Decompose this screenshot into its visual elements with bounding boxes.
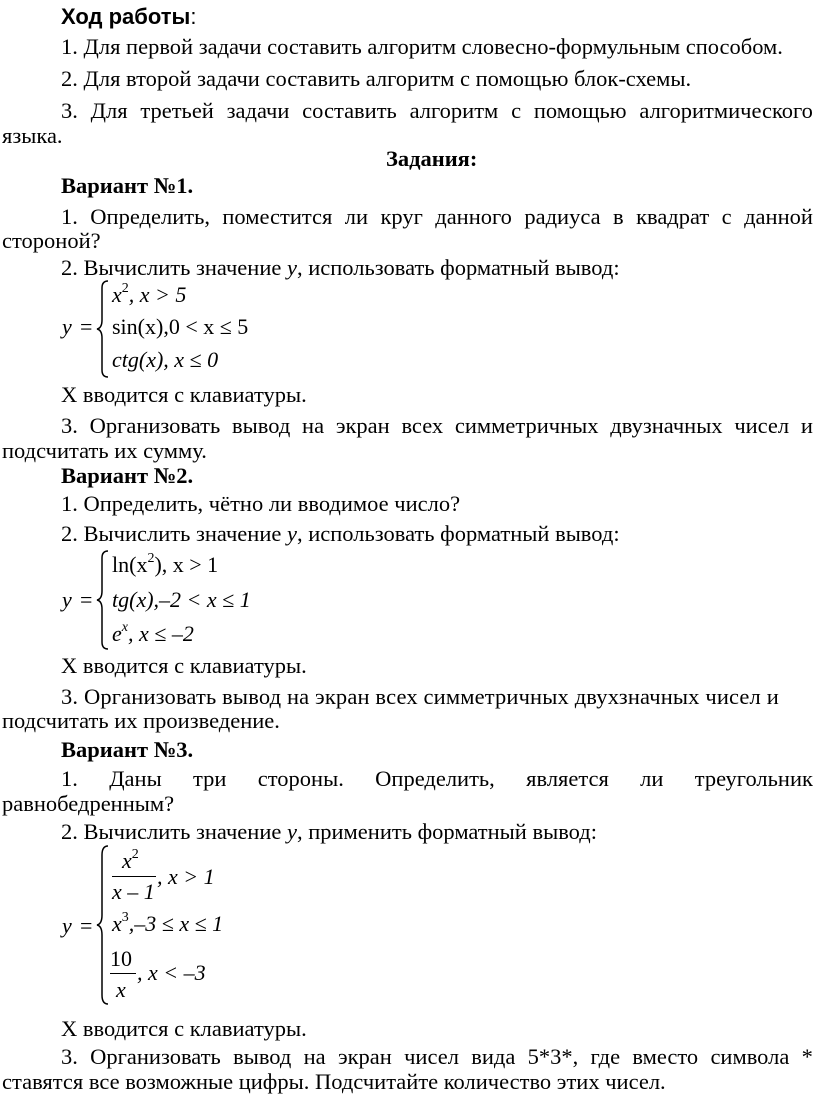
word: вместо xyxy=(632,1044,699,1069)
word: третьей xyxy=(140,98,214,123)
variant-2-task-1: 1. Определить, чётно ли вводимое число? xyxy=(61,491,461,516)
word: Даны xyxy=(109,766,162,791)
task-variable: y xyxy=(286,819,297,844)
formula-y: y xyxy=(62,587,72,612)
case-exp: 2 xyxy=(121,281,129,296)
word: 1. xyxy=(61,204,78,229)
variant-2-input-note: Х вводится с клавиатуры. xyxy=(61,653,307,678)
work-heading xyxy=(61,3,196,31)
case-1-fraction-bar xyxy=(112,876,156,877)
word: составить xyxy=(302,98,397,123)
variant-2-title: Вариант №2. xyxy=(61,463,194,488)
case-3-condition: , x < –3 xyxy=(137,960,206,985)
case-exp: 2 xyxy=(147,551,155,566)
word: * xyxy=(801,1044,813,1069)
word: квадрат xyxy=(636,204,710,229)
case-cond: ,–3 ≤ x ≤ 1 xyxy=(128,911,224,936)
word: данной xyxy=(744,204,813,229)
variant-1-task-3-tail: подсчитать их сумму. xyxy=(2,438,207,463)
word: на xyxy=(302,413,325,438)
case-base: x xyxy=(112,911,122,936)
word: круг xyxy=(380,204,423,229)
word: Определить, xyxy=(90,204,210,229)
task-variable: y xyxy=(286,255,297,280)
variant-2-task-2 xyxy=(61,520,620,548)
formula-equals: = xyxy=(80,587,93,612)
case-post: ), x > 1 xyxy=(154,552,219,577)
task-text: 2. Вычислить значение xyxy=(61,521,287,546)
case-pre: ln(x xyxy=(112,552,148,577)
word: экран xyxy=(337,1044,392,1069)
task-text: 2. Вычислить значение xyxy=(61,819,287,844)
word: три xyxy=(193,766,227,791)
variant-1-task-3 xyxy=(61,412,813,440)
variant-2-task-3-tail: подсчитать их произведение. xyxy=(2,708,280,733)
case-3-denominator: x xyxy=(116,977,126,1002)
word: в xyxy=(613,204,624,229)
word: 1. xyxy=(61,766,78,791)
case-base: x xyxy=(112,282,122,307)
case-exp: x xyxy=(121,620,128,635)
case-cond: , x > 5 xyxy=(128,282,187,307)
formula-case-2: sin(x),0 < x ≤ 5 xyxy=(112,314,249,339)
word: экран xyxy=(335,413,390,438)
work-step-2: 2. Для второй задачи составить алгоритм с помощью блок-схемы. xyxy=(61,66,692,91)
word: на xyxy=(303,1044,326,1069)
formula-equals: = xyxy=(80,913,93,938)
variant-2-task-3: 3. Организовать вывод на экран всех симметричных двухзначных чисел и xyxy=(61,684,779,709)
word: с xyxy=(511,98,522,123)
word: 5*3*, xyxy=(527,1044,579,1069)
formula-case-2 xyxy=(112,911,223,941)
word: Организовать xyxy=(89,413,221,438)
tasks-heading: Задания: xyxy=(386,146,478,171)
word: радиуса xyxy=(524,204,601,229)
case-3-numerator: 10 xyxy=(110,946,132,971)
word: с xyxy=(721,204,732,229)
word: вывод xyxy=(232,413,291,438)
task-text: 2. Вычислить значение xyxy=(61,255,287,280)
case-1-condition: , x > 1 xyxy=(157,864,215,889)
numerator-exp: 2 xyxy=(131,847,139,862)
formula-case-3 xyxy=(112,621,194,651)
variant-3-task-3 xyxy=(61,1043,813,1071)
word: задачи xyxy=(226,98,290,123)
work-step-3-tail: языка. xyxy=(2,123,63,148)
word: ли xyxy=(344,204,369,229)
word: всех xyxy=(401,413,444,438)
case-3-fraction-bar xyxy=(110,973,136,974)
formula-equals: = xyxy=(80,314,93,339)
word: вида xyxy=(471,1044,516,1069)
case-cond: , x ≤ –2 xyxy=(127,621,194,646)
word: ли xyxy=(640,766,664,791)
variant-1-input-note: Х вводится с клавиатуры. xyxy=(61,382,307,407)
work-heading-text: Ход работы xyxy=(61,4,191,29)
word: где xyxy=(590,1044,621,1069)
formula-brace xyxy=(96,550,110,650)
task-variable: y xyxy=(286,521,297,546)
variant-3-title: Вариант №3. xyxy=(61,737,194,762)
word: данного xyxy=(435,204,512,229)
word: 3. xyxy=(61,413,78,438)
variant-1-task-1 xyxy=(61,203,813,231)
word: 3. xyxy=(61,1044,78,1069)
word: стороны. xyxy=(257,766,344,791)
variant-1-task-1-tail: стороной? xyxy=(2,228,101,253)
word: и xyxy=(800,413,813,438)
case-base: e xyxy=(112,621,122,646)
variant-3-task-2 xyxy=(61,818,597,846)
word: симметричных xyxy=(454,413,599,438)
variant-1-title: Вариант №1. xyxy=(61,173,194,198)
task-text: , применить форматный вывод: xyxy=(296,819,597,844)
variant-3-task-1-tail: равнобедренным? xyxy=(2,791,175,816)
word: Для xyxy=(90,98,128,123)
task-text: , использовать форматный вывод: xyxy=(296,521,620,546)
numerator-base: x xyxy=(122,848,132,873)
formula-case-1 xyxy=(112,282,186,312)
word: алгоритм xyxy=(409,98,499,123)
word: вывод xyxy=(233,1044,292,1069)
word: поместится xyxy=(222,204,333,229)
word: 3. xyxy=(61,98,78,123)
work-heading-colon: : xyxy=(190,4,197,29)
word: является xyxy=(526,766,609,791)
case-exp: 3 xyxy=(121,910,129,925)
formula-case-2: tg(x),–2 < x ≤ 1 xyxy=(112,587,251,612)
formula-y: y xyxy=(62,913,72,938)
formula-case-3: ctg(x), x ≤ 0 xyxy=(112,347,219,372)
case-1-denominator: x – 1 xyxy=(112,879,155,904)
variant-3-task-3-tail: ставятся все возможные цифры. Подсчитайте количество этих чисел. xyxy=(2,1069,666,1094)
work-step-3 xyxy=(61,97,813,125)
formula-case-1 xyxy=(112,552,218,582)
variant-3-task-1 xyxy=(61,765,813,793)
word: помощью xyxy=(533,98,627,123)
word: Организовать xyxy=(90,1044,221,1069)
word: чисел xyxy=(734,413,790,438)
task-text: , использовать форматный вывод: xyxy=(296,255,620,280)
variant-3-input-note: Х вводится с клавиатуры. xyxy=(61,1016,307,1041)
word: двузначных xyxy=(610,413,723,438)
word: символа xyxy=(710,1044,790,1069)
formula-brace xyxy=(96,845,110,1005)
formula-y: y xyxy=(62,314,72,339)
formula-brace xyxy=(96,280,110,378)
word: Определить, xyxy=(375,766,495,791)
word: треугольник xyxy=(694,766,813,791)
variant-1-task-2 xyxy=(61,254,620,282)
word: чисел xyxy=(404,1044,459,1069)
case-1-numerator xyxy=(122,848,139,878)
word: алгоритмического xyxy=(639,98,813,123)
work-step-1: 1. Для первой задачи составить алгоритм словесно-формульным способом. xyxy=(61,34,783,59)
